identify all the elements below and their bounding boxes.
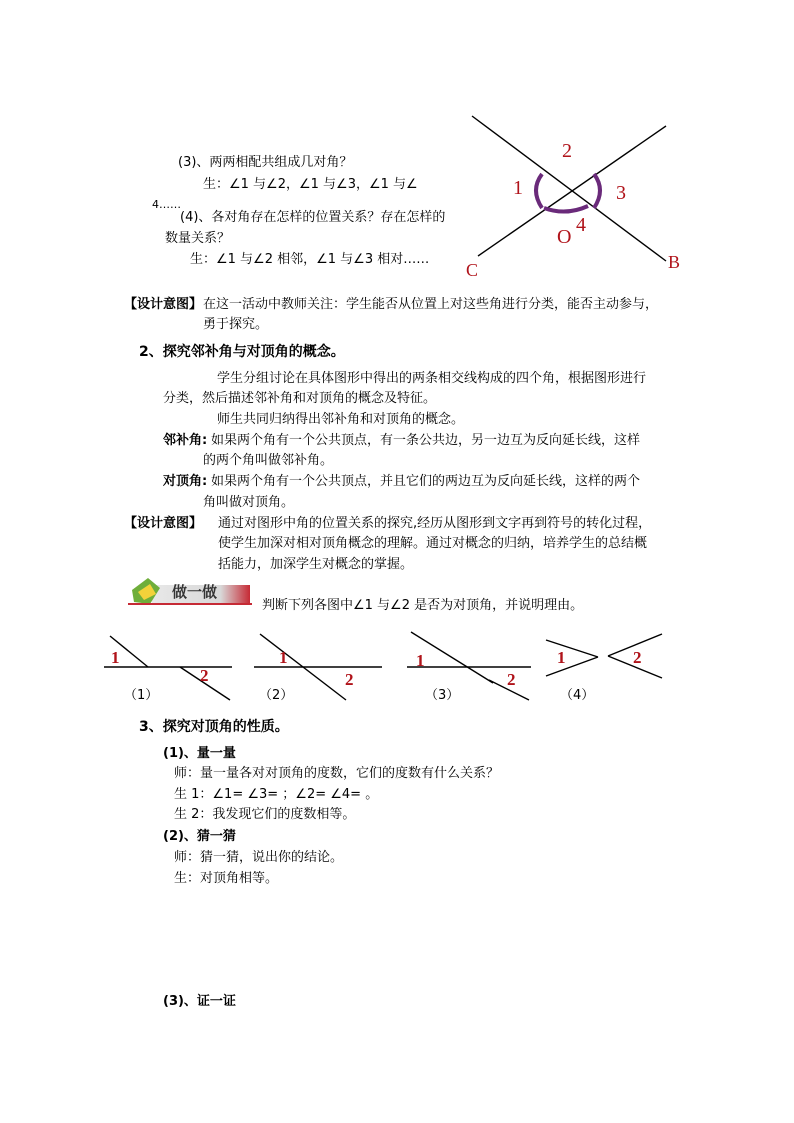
question-3: (3)、两两相配共组成几对角？ (178, 155, 353, 170)
question-4-line2: 数量关系？ (165, 231, 231, 246)
fig4-caption: （4） (560, 688, 595, 703)
adjacent-term: 邻补角: (163, 433, 208, 448)
exercise-prompt: 判断下列各图中∠1 与∠2 是否为对顶角，并说明理由。 (262, 598, 584, 613)
angle-label-2: 2 (562, 140, 572, 162)
answer-3-cont: 4…… (152, 198, 181, 211)
exercise-badge (128, 578, 254, 606)
section-3-heading: 3、探究对顶角的性质。 (139, 719, 289, 735)
fig4-label-2: 2 (633, 648, 642, 667)
fig3-label-2: 2 (507, 670, 516, 689)
section-2-heading: 2、探究邻补角与对顶角的概念。 (139, 344, 345, 360)
sub-prove: (3)、证一证 (163, 994, 236, 1009)
guess-student: 生：对顶角相等。 (174, 871, 279, 886)
fig2-label-1: 1 (279, 648, 288, 667)
arc-3 (594, 174, 600, 208)
fig2-caption: （2） (259, 688, 294, 703)
sub-measure: (1)、量一量 (163, 746, 236, 761)
fig4-label-1: 1 (557, 648, 566, 667)
vertical-def-line1: 如果两个角有一个公共顶点，并且它们的两边互为反向延长线，这样的两个 (211, 474, 641, 489)
point-label-b: B (668, 252, 681, 272)
sub-guess: (2)、猜一猜 (163, 829, 236, 844)
fig1-caption: （1） (124, 688, 159, 703)
section-2-p1-line1: 学生分组讨论在具体图形中得出的两条相交线构成的四个角，根据图形进行 (217, 371, 647, 386)
fig3-caption: （3） (425, 688, 460, 703)
design-intent-2-line3: 括能力，加深学生对概念的掌握。 (218, 557, 414, 572)
answer-4: 生：∠1 与∠2 相邻，∠1 与∠3 相对…… (190, 252, 430, 267)
angle-label-1: 1 (513, 177, 523, 199)
fig2-label-2: 2 (345, 670, 354, 689)
vertical-term: 对顶角: (163, 474, 208, 489)
design-intent-tag-1: 【设计意图】 (124, 297, 203, 312)
design-intent-tag-2: 【设计意图】 (124, 516, 203, 531)
arc-4 (544, 206, 588, 212)
answer-3: 生：∠1 与∠2，∠1 与∠3，∠1 与∠ (203, 177, 418, 192)
angle-label-4: 4 (576, 214, 586, 236)
section-2-p2: 师生共同归纳得出邻补角和对顶角的概念。 (217, 412, 465, 427)
question-4-line1: (4)、各对角存在怎样的位置关系？存在怎样的 (180, 210, 446, 225)
adjacent-def-line2: 的两个角叫做邻补角。 (203, 453, 334, 468)
point-label-c: C (466, 260, 479, 280)
badge-label: 做一做 (172, 583, 218, 601)
vertex-label-o: O (557, 226, 572, 248)
adjacent-def-line1: 如果两个角有一个公共顶点，有一条公共边，另一边互为反向延长线，这样 (211, 433, 641, 448)
measure-student-1: 生 1：∠1= ∠3= ；∠2= ∠4= 。 (174, 787, 379, 802)
fig3-label-1: 1 (416, 651, 425, 670)
intersecting-lines-figure (460, 110, 700, 280)
design-intent-1-line2: 勇于探究。 (203, 317, 269, 332)
guess-teacher: 师：猜一猜，说出你的结论。 (174, 850, 344, 865)
vertical-def-line2: 角叫做对顶角。 (203, 495, 295, 510)
line-ab (478, 126, 666, 256)
exercise-figure-1 (100, 632, 240, 704)
fig1-label-1: 1 (111, 648, 120, 667)
measure-teacher: 师：量一量各对对顶角的度数，它们的度数有什么关系？ (174, 766, 500, 781)
arc-1 (536, 174, 542, 208)
fig1-label-2: 2 (200, 666, 209, 685)
measure-student-2: 生 2：我发现它们的度数相等。 (174, 807, 356, 822)
design-intent-2-line2: 使学生加深对相对顶角概念的理解。通过对概念的归纳，培养学生的总结概 (218, 536, 648, 551)
design-intent-2-line1: 通过对图形中角的位置关系的探究,经历从图形到文字再到符号的转化过程， (218, 516, 652, 531)
section-2-p1-line2: 分类，然后描述邻补角和对顶角的概念及特征。 (163, 391, 437, 406)
angle-label-3: 3 (616, 182, 626, 204)
design-intent-1-line1: 在这一活动中教师关注：学生能否从位置上对这些角进行分类，能否主动参与， (203, 297, 659, 312)
